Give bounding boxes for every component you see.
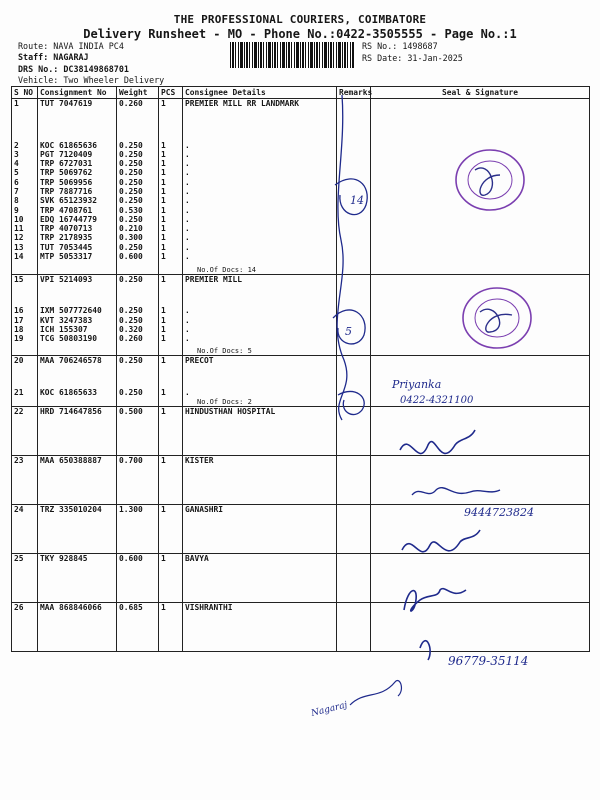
cell-consignment: VPI 5214093 [38, 274, 117, 306]
cell-consignee: . [183, 388, 337, 397]
cell-consignee: GANASHRI [183, 505, 337, 554]
table-row [12, 224, 590, 233]
cell-weight: 0.700 [117, 456, 159, 505]
cell-seal [371, 334, 590, 343]
cell-consignment: TRP 6727031 [38, 159, 117, 168]
cell-sno: 8 [12, 196, 38, 205]
cell-sno: 13 [12, 243, 38, 252]
cell-weight: 0.320 [117, 325, 159, 334]
cell-remarks [337, 407, 371, 456]
table-row [12, 456, 590, 505]
cell-pcs: 1 [159, 356, 183, 388]
col-pcs: PCS [159, 87, 183, 99]
cell-seal [371, 505, 590, 554]
cell-consignment: TUT 7053445 [38, 243, 117, 252]
cell-remarks [337, 316, 371, 325]
cell-pcs: 1 [159, 388, 183, 397]
cell-pcs: 1 [159, 141, 183, 150]
cell-seal [371, 325, 590, 334]
doc-count-row [12, 261, 590, 274]
cell-remarks [337, 187, 371, 196]
cell-sno: 1 [12, 99, 38, 141]
doc-count: No.Of Docs: 2 [183, 397, 337, 407]
cell-sno: 7 [12, 187, 38, 196]
cell-remarks [337, 99, 371, 141]
company-title: THE PROFESSIONAL COURIERS, COIMBATORE [173, 13, 427, 26]
table-row [12, 168, 590, 177]
bottom-signature: Nagaraj [310, 700, 349, 719]
doc-count-cell [38, 344, 117, 356]
cell-seal [371, 215, 590, 224]
cell-consignee: . [183, 141, 337, 150]
cell-seal [371, 141, 590, 150]
cell-consignee: . [183, 178, 337, 187]
doc-count-cell [337, 261, 371, 274]
cell-seal [371, 206, 590, 215]
table-row [12, 159, 590, 168]
cell-pcs: 1 [159, 243, 183, 252]
signature-phone-23: 9444723824 [464, 506, 534, 519]
cell-weight: 0.250 [117, 178, 159, 187]
table-row [12, 306, 590, 315]
cell-remarks [337, 306, 371, 315]
table-row [12, 334, 590, 343]
cell-seal [371, 99, 590, 141]
cell-pcs: 1 [159, 325, 183, 334]
cell-pcs: 1 [159, 252, 183, 261]
cell-consignment: ICH 155307 [38, 325, 117, 334]
table-row [12, 252, 590, 261]
cell-weight: 0.250 [117, 306, 159, 315]
cell-sno: 18 [12, 325, 38, 334]
cell-remarks [337, 603, 371, 652]
bottom-signature-flourish [350, 681, 401, 705]
cell-seal [371, 554, 590, 603]
cell-consignment: TRZ 335010204 [38, 505, 117, 554]
cell-sno: 14 [12, 252, 38, 261]
cell-remarks [337, 150, 371, 159]
cell-weight: 0.250 [117, 168, 159, 177]
cell-weight: 0.250 [117, 159, 159, 168]
cell-seal [371, 274, 590, 306]
col-consignment: Consignment No [38, 87, 117, 99]
cell-weight: 0.530 [117, 206, 159, 215]
doc-count-cell [159, 397, 183, 407]
cell-sno: 12 [12, 233, 38, 242]
cell-pcs: 1 [159, 178, 183, 187]
cell-consignment: TRP 2178935 [38, 233, 117, 242]
cell-remarks [337, 233, 371, 242]
cell-pcs: 1 [159, 215, 183, 224]
table-row [12, 206, 590, 215]
cell-consignment: KOC 61865636 [38, 141, 117, 150]
cell-consignee: . [183, 243, 337, 252]
cell-consignee: . [183, 206, 337, 215]
doc-count-cell [117, 261, 159, 274]
cell-consignee: PRECOT [183, 356, 337, 388]
cell-sno: 3 [12, 150, 38, 159]
cell-pcs: 1 [159, 274, 183, 306]
remark-14: 14 [350, 194, 364, 207]
doc-count-cell [38, 397, 117, 407]
table-row [12, 196, 590, 205]
col-remarks: Remarks [337, 87, 371, 99]
cell-consignment: IXM 507772640 [38, 306, 117, 315]
cell-sno: 25 [12, 554, 38, 603]
cell-sno: 26 [12, 603, 38, 652]
cell-seal [371, 252, 590, 261]
col-consignee: Consignee Details [183, 87, 337, 99]
cell-weight: 0.250 [117, 196, 159, 205]
cell-consignee: . [183, 215, 337, 224]
doc-count-cell [371, 344, 590, 356]
cell-consignee: . [183, 168, 337, 177]
cell-remarks [337, 141, 371, 150]
cell-seal [371, 316, 590, 325]
cell-consignee: HINDUSTHAN HOSPITAL [183, 407, 337, 456]
cell-sno: 4 [12, 159, 38, 168]
doc-count-cell [12, 261, 38, 274]
cell-sno: 20 [12, 356, 38, 388]
doc-count-cell [12, 344, 38, 356]
cell-pcs: 1 [159, 206, 183, 215]
cell-weight: 0.600 [117, 554, 159, 603]
cell-remarks [337, 178, 371, 187]
cell-consignee: . [183, 306, 337, 315]
cell-seal [371, 456, 590, 505]
cell-consignee: . [183, 334, 337, 343]
table-row [12, 178, 590, 187]
cell-sno: 23 [12, 456, 38, 505]
cell-remarks [337, 325, 371, 334]
table-row [12, 243, 590, 252]
cell-sno: 9 [12, 206, 38, 215]
cell-pcs: 1 [159, 456, 183, 505]
cell-consignee: . [183, 233, 337, 242]
table-row [12, 274, 590, 306]
doc-count: No.Of Docs: 14 [183, 261, 337, 274]
cell-consignment: TCG 50803190 [38, 334, 117, 343]
cell-consignment: TKY 928845 [38, 554, 117, 603]
cell-seal [371, 150, 590, 159]
cell-pcs: 1 [159, 150, 183, 159]
cell-remarks [337, 196, 371, 205]
table-row [12, 407, 590, 456]
cell-seal [371, 196, 590, 205]
cell-sno: 6 [12, 178, 38, 187]
doc-count-cell [371, 261, 590, 274]
cell-consignment: TRP 5069956 [38, 178, 117, 187]
doc-count-row [12, 344, 590, 356]
cell-pcs: 1 [159, 554, 183, 603]
doc-count-cell [12, 397, 38, 407]
doc-count-cell [337, 397, 371, 407]
signature-name-20: Priyanka [392, 378, 442, 391]
cell-consignment: HRD 714647856 [38, 407, 117, 456]
cell-weight: 0.260 [117, 99, 159, 141]
cell-consignment: TRP 4708761 [38, 206, 117, 215]
cell-seal [371, 407, 590, 456]
cell-weight: 0.685 [117, 603, 159, 652]
runsheet-subtitle: Delivery Runsheet - MO - Phone No.:0422-3505555 - Page No.:1 [83, 27, 517, 41]
cell-sno: 19 [12, 334, 38, 343]
cell-weight: 0.250 [117, 150, 159, 159]
cell-consignment: MAA 868846066 [38, 603, 117, 652]
cell-weight: 0.250 [117, 243, 159, 252]
col-sno: S NO [12, 87, 38, 99]
cell-remarks [337, 554, 371, 603]
rs-date: RS Date: 31-Jan-2025 [362, 53, 463, 63]
cell-seal [371, 178, 590, 187]
cell-consignee: . [183, 159, 337, 168]
signature-phone-26: 96779-35114 [448, 654, 529, 668]
cell-remarks [337, 356, 371, 388]
cell-consignee: BAVYA [183, 554, 337, 603]
cell-sno: 17 [12, 316, 38, 325]
cell-weight: 0.250 [117, 356, 159, 388]
doc-count-cell [159, 344, 183, 356]
cell-pcs: 1 [159, 99, 183, 141]
cell-consignment: SVK 65123932 [38, 196, 117, 205]
cell-weight: 0.250 [117, 316, 159, 325]
cell-seal [371, 388, 590, 397]
cell-consignee: . [183, 325, 337, 334]
doc-count-cell [117, 397, 159, 407]
cell-pcs: 1 [159, 168, 183, 177]
cell-weight: 0.250 [117, 388, 159, 397]
cell-pcs: 1 [159, 159, 183, 168]
cell-weight: 1.300 [117, 505, 159, 554]
cell-weight: 0.210 [117, 224, 159, 233]
cell-pcs: 1 [159, 316, 183, 325]
cell-weight: 0.250 [117, 187, 159, 196]
cell-remarks [337, 215, 371, 224]
cell-consignee: KISTER [183, 456, 337, 505]
cell-seal [371, 243, 590, 252]
cell-consignee: . [183, 187, 337, 196]
cell-weight: 0.250 [117, 141, 159, 150]
cell-consignee: . [183, 252, 337, 261]
runsheet-table [11, 86, 590, 652]
cell-sno: 21 [12, 388, 38, 397]
cell-seal [371, 159, 590, 168]
table-row [12, 215, 590, 224]
table-row [12, 603, 590, 652]
cell-consignment: EDQ 16744779 [38, 215, 117, 224]
cell-consignment: TRP 7887716 [38, 187, 117, 196]
table-row [12, 150, 590, 159]
cell-pcs: 1 [159, 187, 183, 196]
cell-consignee: . [183, 224, 337, 233]
doc-count-row [12, 397, 590, 407]
cell-seal [371, 224, 590, 233]
route-label: Route: NAVA INDIA PC4 [18, 41, 124, 51]
drs-number: DRS No.: DC38149868701 [18, 64, 129, 74]
cell-weight: 0.250 [117, 215, 159, 224]
table-row [12, 388, 590, 397]
cell-pcs: 1 [159, 334, 183, 343]
remark-5: 5 [345, 325, 352, 338]
cell-pcs: 1 [159, 233, 183, 242]
cell-remarks [337, 168, 371, 177]
cell-consignee: PREMIER MILL [183, 274, 337, 306]
cell-seal [371, 233, 590, 242]
signature-phone-20: 0422-4321100 [400, 395, 474, 406]
cell-pcs: 1 [159, 407, 183, 456]
doc-count-cell [337, 344, 371, 356]
table-row [12, 141, 590, 150]
doc-count-cell [371, 397, 590, 407]
cell-remarks [337, 159, 371, 168]
table-row [12, 505, 590, 554]
cell-sno: 11 [12, 224, 38, 233]
barcode [230, 42, 354, 68]
cell-pcs: 1 [159, 196, 183, 205]
table-row [12, 554, 590, 603]
cell-consignment: MAA 706246578 [38, 356, 117, 388]
doc-count-cell [159, 261, 183, 274]
rs-number: RS No.: 1498687 [362, 41, 438, 51]
cell-remarks [337, 274, 371, 306]
table-row [12, 316, 590, 325]
cell-remarks [337, 388, 371, 397]
cell-remarks [337, 206, 371, 215]
col-weight: Weight [117, 87, 159, 99]
cell-weight: 0.500 [117, 407, 159, 456]
cell-consignee: . [183, 316, 337, 325]
table-header-row [12, 87, 590, 99]
cell-consignment: TUT 7047619 [38, 99, 117, 141]
cell-pcs: 1 [159, 306, 183, 315]
col-seal: Seal & Signature [371, 87, 590, 99]
cell-sno: 16 [12, 306, 38, 315]
cell-weight: 0.260 [117, 334, 159, 343]
cell-consignee: VISHRANTHI [183, 603, 337, 652]
doc-count-cell [117, 344, 159, 356]
doc-count: No.Of Docs: 5 [183, 344, 337, 356]
cell-seal [371, 168, 590, 177]
cell-consignee: PREMIER MILL RR LANDMARK [183, 99, 337, 141]
cell-remarks [337, 243, 371, 252]
cell-sno: 10 [12, 215, 38, 224]
cell-consignment: KOC 61865633 [38, 388, 117, 397]
cell-remarks [337, 252, 371, 261]
cell-seal [371, 603, 590, 652]
cell-consignment: KVT 3247383 [38, 316, 117, 325]
cell-sno: 5 [12, 168, 38, 177]
cell-consignee: . [183, 196, 337, 205]
cell-consignment: MTP 5053317 [38, 252, 117, 261]
cell-remarks [337, 224, 371, 233]
cell-sno: 24 [12, 505, 38, 554]
cell-consignment: TRP 4070713 [38, 224, 117, 233]
table-row [12, 187, 590, 196]
table-row [12, 356, 590, 388]
cell-pcs: 1 [159, 505, 183, 554]
cell-remarks [337, 456, 371, 505]
vehicle-label: Vehicle: Two Wheeler Delivery [18, 75, 165, 85]
cell-weight: 0.250 [117, 274, 159, 306]
cell-consignment: PGT 7120409 [38, 150, 117, 159]
cell-consignee: . [183, 150, 337, 159]
staff-label: Staff: NAGARAJ [18, 52, 89, 62]
cell-seal [371, 356, 590, 388]
cell-sno: 22 [12, 407, 38, 456]
cell-seal [371, 306, 590, 315]
cell-sno: 2 [12, 141, 38, 150]
cell-sno: 15 [12, 274, 38, 306]
cell-seal [371, 187, 590, 196]
cell-remarks [337, 505, 371, 554]
table-row [12, 233, 590, 242]
cell-weight: 0.300 [117, 233, 159, 242]
cell-pcs: 1 [159, 224, 183, 233]
doc-count-cell [38, 261, 117, 274]
cell-pcs: 1 [159, 603, 183, 652]
table-row [12, 99, 590, 141]
table-row [12, 325, 590, 334]
cell-consignment: TRP 5069762 [38, 168, 117, 177]
cell-weight: 0.600 [117, 252, 159, 261]
cell-remarks [337, 334, 371, 343]
cell-consignment: MAA 650388887 [38, 456, 117, 505]
